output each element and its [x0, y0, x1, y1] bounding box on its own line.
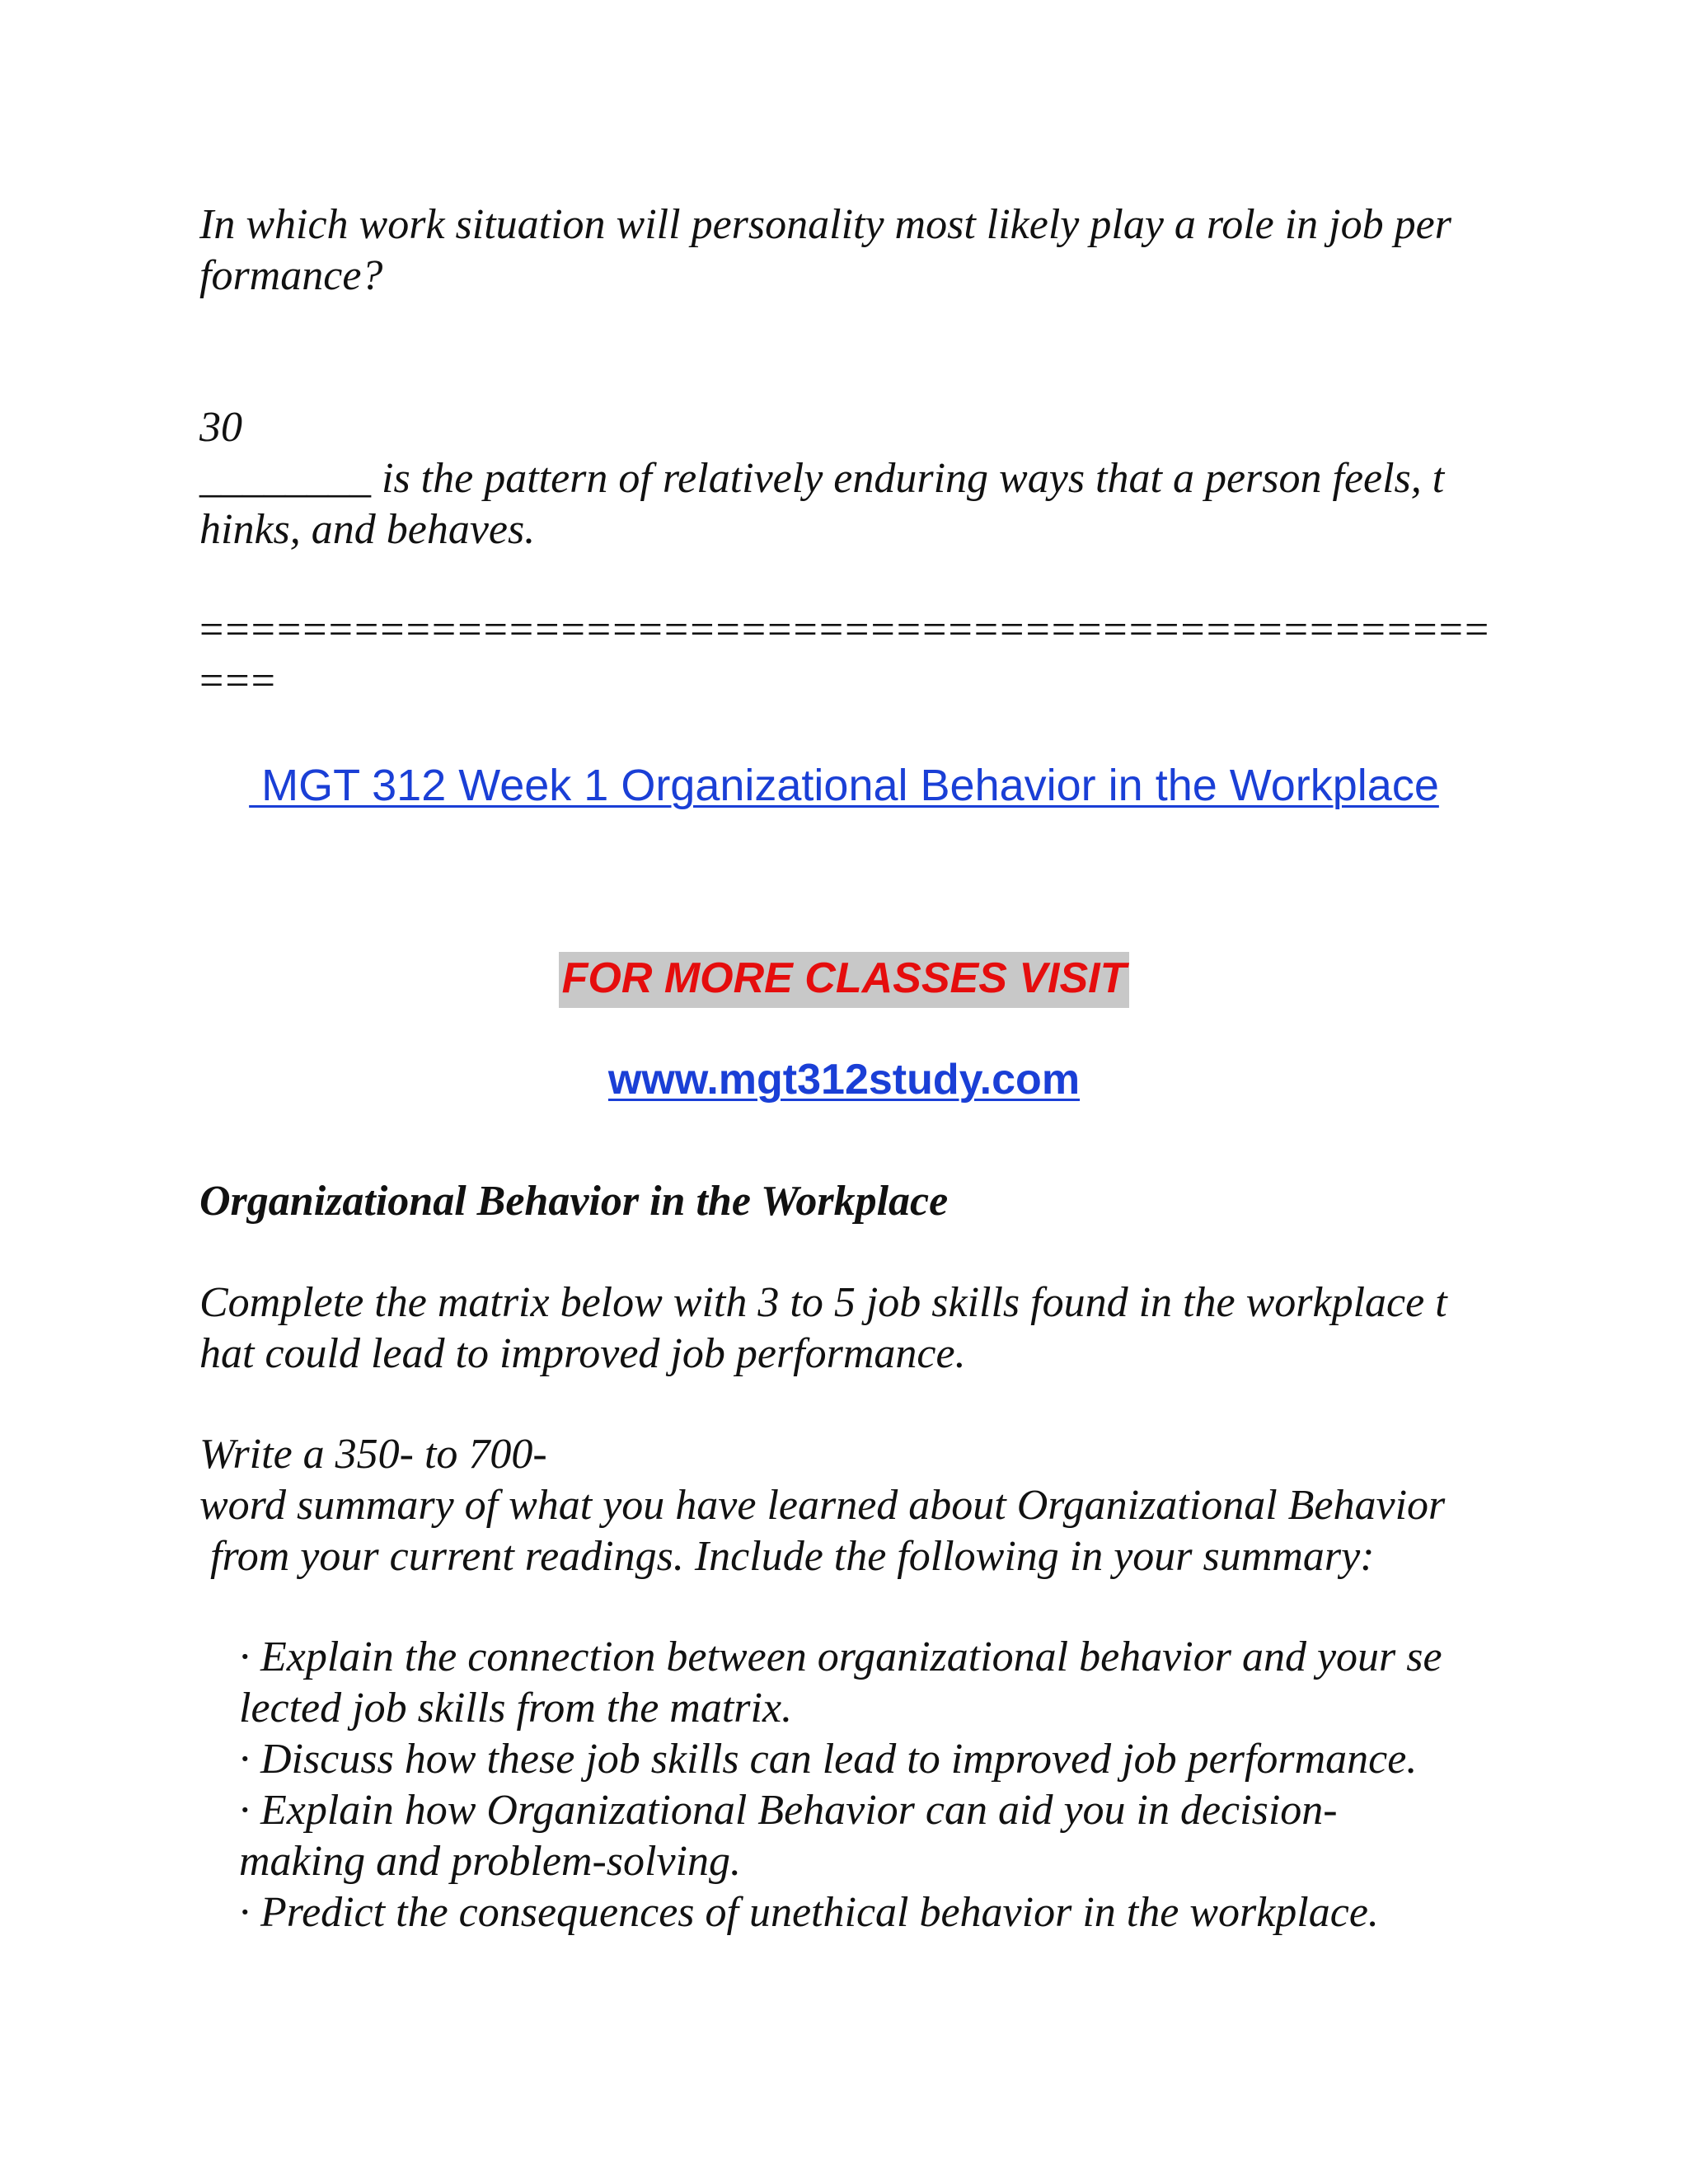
promo-banner	[0, 952, 1688, 1008]
matrix-line-1: Complete the matrix below with 3 to 5 job skills found in the workplace t	[199, 1279, 1447, 1326]
list-item-continuation: making and problem-solving.	[239, 1838, 741, 1885]
list-item-continuation: lected job skills from the matrix.	[239, 1685, 793, 1732]
promo-text: FOR MORE CLASSES VISIT	[559, 952, 1130, 1008]
assignment-title: Organizational Behavior in the Workplace	[199, 1178, 949, 1225]
summary-line-1: Write a 350- to 700-	[199, 1431, 547, 1478]
list-item: · Discuss how these job skills can lead to improved job performance.	[239, 1736, 1418, 1783]
question-30-line-1: ________ is the pattern of relatively enduring ways that a person feels, t	[199, 455, 1445, 502]
summary-line-3: from your current readings. Include the following in your summary:	[199, 1533, 1375, 1580]
summary-line-2: word summary of what you have learned about Organizational Behavior	[199, 1482, 1446, 1529]
question-30-line-2: hinks, and behaves.	[199, 506, 536, 553]
separator-line-1: ==================================================	[199, 607, 1491, 654]
separator-line-2: ===	[199, 658, 277, 705]
matrix-line-2: hat could lead to improved job performance.	[199, 1330, 966, 1377]
website-link[interactable]: www.mgt312study.com	[607, 1056, 1081, 1104]
list-item: · Predict the consequences of unethical behavior in the workplace.	[239, 1889, 1379, 1936]
question-29-line-1: In which work situation will personality most likely play a role in job per	[199, 201, 1451, 248]
question-29-line-2: formance?	[199, 252, 383, 299]
question-30-number: 30	[199, 404, 242, 451]
course-link[interactable]: MGT 312 Week 1 Organizational Behavior in the Workplace	[249, 761, 1439, 810]
list-item: · Explain the connection between organizational behavior and your se	[239, 1633, 1442, 1680]
list-item: · Explain how Organizational Behavior can aid you in decision-	[239, 1787, 1338, 1834]
